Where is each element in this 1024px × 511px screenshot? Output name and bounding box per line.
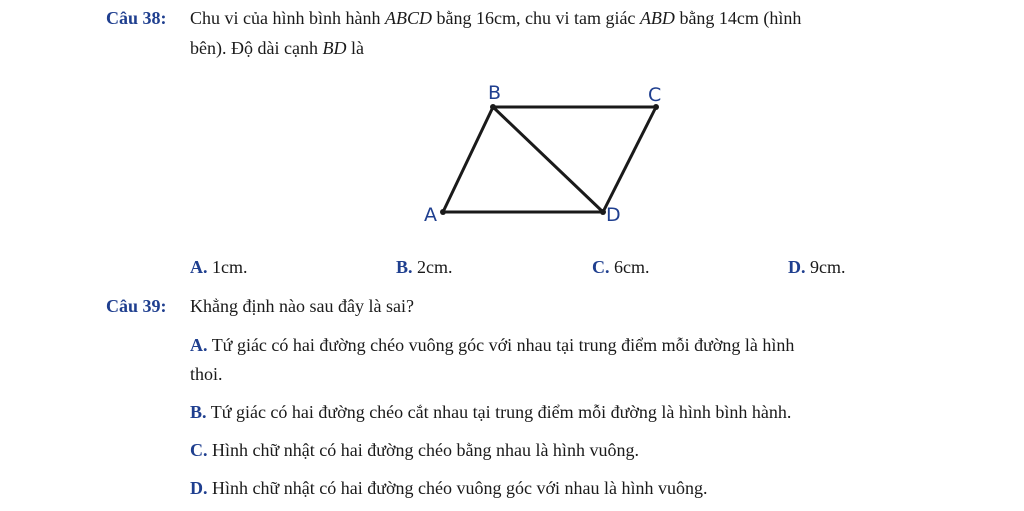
q38-text-abcd: ABCD — [384, 8, 432, 28]
option-letter: A. — [190, 257, 208, 277]
q39-option-a[interactable] — [190, 335, 794, 356]
q38-text-part: là — [346, 38, 364, 58]
q38-option-c[interactable] — [592, 257, 650, 278]
option-text: 2cm. — [417, 257, 453, 277]
q38-text-part: bằng 16cm, chu vi tam giác — [431, 8, 640, 28]
q38-text-abd: ABD — [639, 8, 675, 28]
vertex-b — [490, 104, 496, 110]
q39-label: Câu 39: — [106, 296, 167, 316]
q39-option-d[interactable] — [190, 478, 707, 499]
q38-text-part: Chu vi của hình bình hành — [190, 8, 385, 28]
q39-option-c[interactable] — [190, 440, 639, 461]
label-c: C — [648, 84, 662, 106]
option-letter: B. — [190, 402, 207, 422]
option-letter: D. — [190, 478, 208, 498]
q38-text-part: bằng 14cm (hình — [674, 8, 802, 28]
q38-option-b[interactable] — [396, 257, 453, 278]
q38-option-a[interactable] — [190, 257, 248, 278]
vertex-a — [440, 209, 446, 215]
label-b: B — [488, 82, 502, 104]
option-text: Tứ giác có hai đường chéo cắt nhau tại trung điểm mỗi đường là hình bình hành. — [210, 402, 792, 422]
q38-label: Câu 38: — [106, 8, 167, 28]
q38-option-d[interactable] — [788, 257, 846, 278]
label-a: A — [424, 204, 437, 226]
option-letter: A. — [190, 335, 208, 355]
option-letter: C. — [190, 440, 208, 460]
q39-option-a-cont: thoi. — [190, 364, 223, 384]
edge-ab — [443, 107, 493, 212]
q39-option-b[interactable] — [190, 402, 791, 423]
option-text: Tứ giác có hai đường chéo vuông góc với nhau tại trung điểm mỗi đường là hình — [211, 335, 795, 355]
option-letter: B. — [396, 257, 413, 277]
option-text: 9cm. — [810, 257, 846, 277]
q38-text-part: bên). Độ dài cạnh — [190, 38, 323, 58]
option-text: Hình chữ nhật có hai đường chéo vuông góc với nhau là hình vuông. — [212, 478, 708, 498]
option-text: Hình chữ nhật có hai đường chéo bằng nhau là hình vuông. — [212, 440, 639, 460]
diagonal-bd — [493, 107, 603, 212]
edge-cd — [603, 107, 656, 212]
option-letter: C. — [592, 257, 610, 277]
q39-text: Khẳng định nào sau đây là sai? — [190, 296, 414, 316]
option-text: 6cm. — [614, 257, 650, 277]
option-letter: D. — [788, 257, 806, 277]
q38-text-bd: BD — [322, 38, 347, 58]
option-text: 1cm. — [212, 257, 248, 277]
label-d: D — [606, 204, 621, 226]
